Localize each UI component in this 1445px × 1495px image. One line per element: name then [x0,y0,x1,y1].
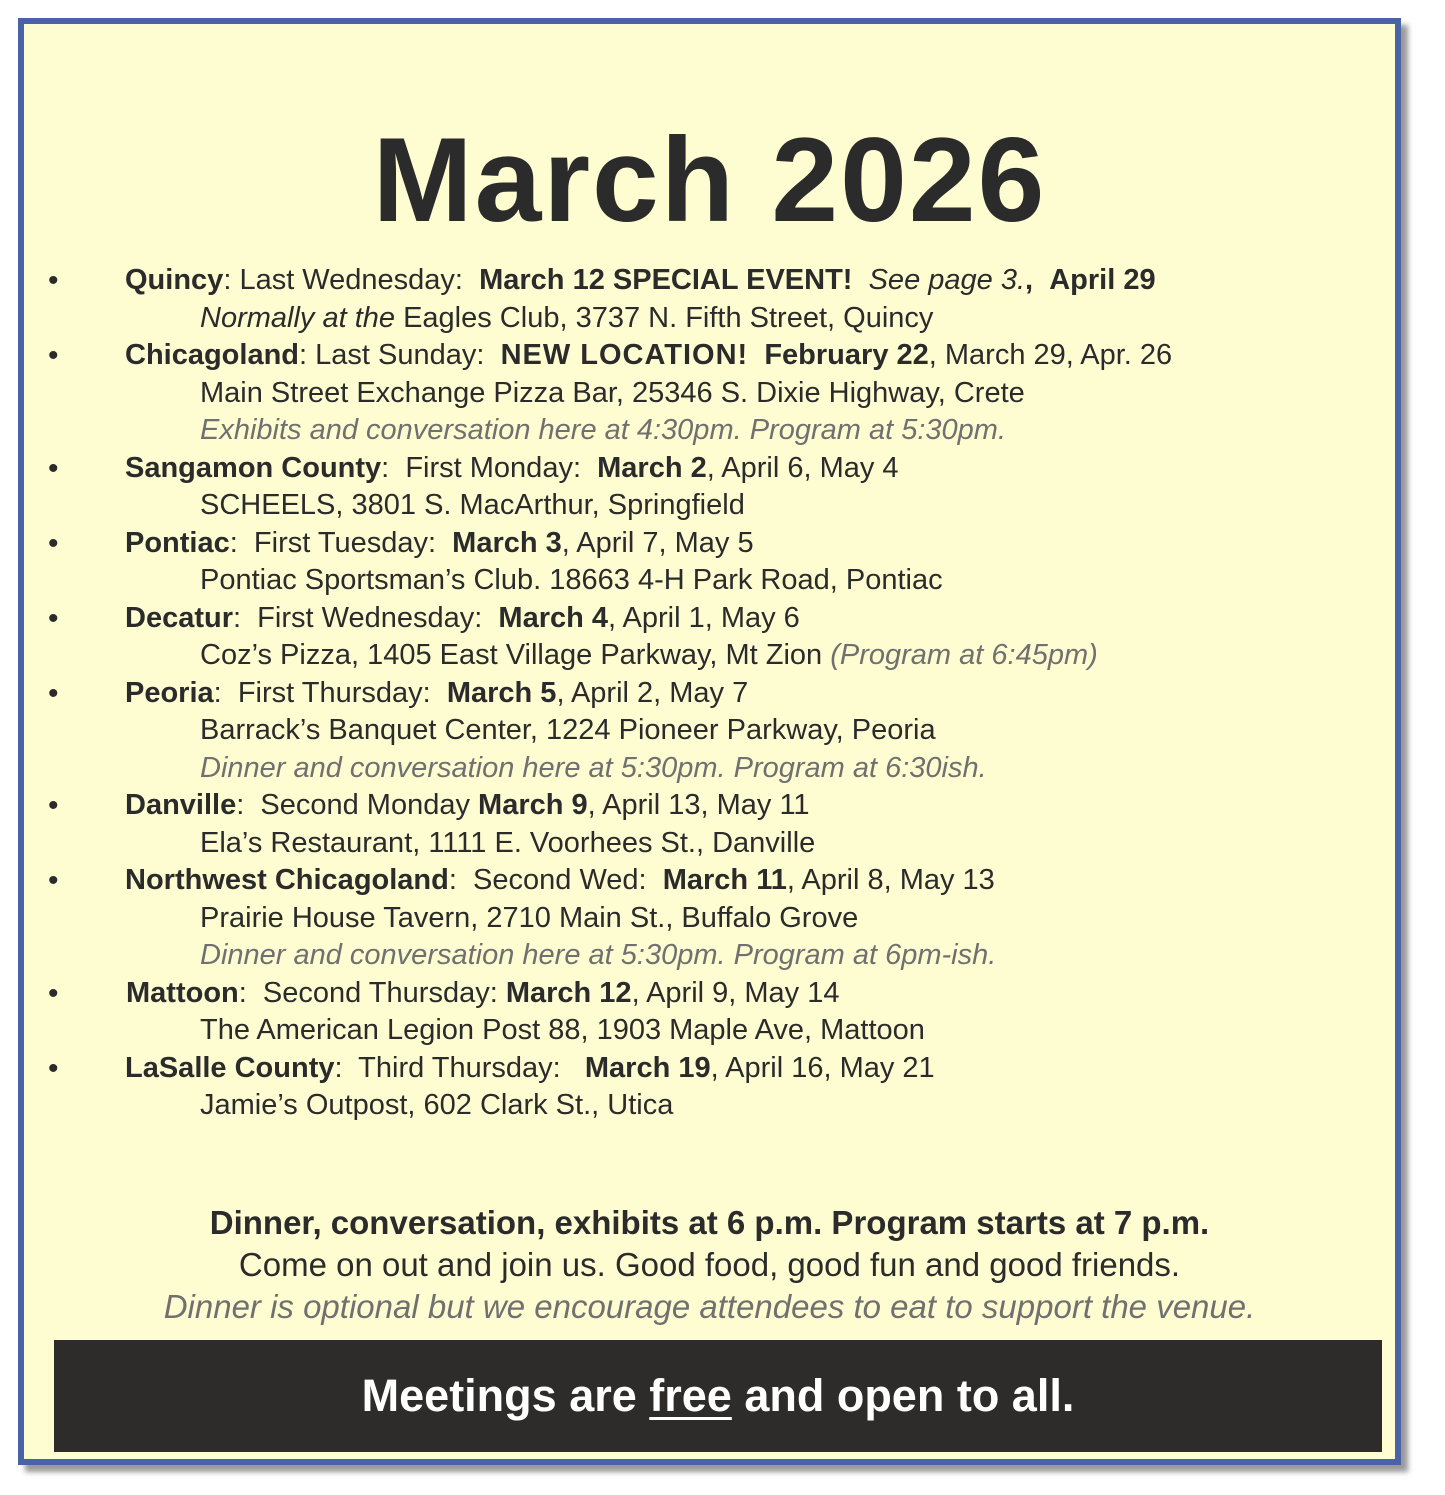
meeting-line: Chicagoland: Last Sunday: NEW LOCATION! February 22, March 29, Apr. 26 [125,339,1173,371]
venue-line: Pontiac Sportsman’s Club. 18663 4-H Park Road, Pontiac [200,564,943,596]
meeting-line: Northwest Chicagoland: Second Wed: March 11, April 8, May 13 [125,864,995,896]
list-item-pontiac [24,525,1395,600]
venue-line [24,300,1395,338]
footer-info [24,1202,1395,1328]
highlight-date: March 2 [597,451,707,484]
meeting-line: Decatur: First Wednesday: March 4, April 1, May 6 [125,601,800,634]
list-item-decatur [24,600,1395,675]
venue-line: The American Legion Post 88, 1903 Maple Ave, Mattoon [200,1014,925,1046]
highlight-date: March 12 SPECIAL EVENT! [479,264,853,296]
list-item-quincy [24,262,1395,337]
highlight-date: March 4 [498,601,609,634]
page-title: March 2026 [372,113,1047,247]
list-item-chicagoland [24,337,1395,450]
new-location-notice: NEW LOCATION! [500,339,749,371]
bullet-icon: • [48,451,59,485]
schedule-text: Third Thursday: [358,1051,561,1084]
meeting-line: Mattoon: Second Thursday: March 12, April 9, May 14 [126,976,840,1009]
other-dates: , April 16, May 21 [710,1051,935,1084]
venue-prefix: Normally at the [200,301,396,334]
banner-text-before: Meetings are [361,1370,650,1421]
other-dates: , April 8, May 13 [786,864,995,896]
location-name: Decatur [125,601,233,634]
location-name: Peoria [125,676,214,709]
location-name: Pontiac [125,526,230,559]
venue-line: SCHEELS, 3801 S. MacArthur, Springfield [200,489,745,521]
other-dates: , April 9, May 14 [631,976,840,1009]
location-name: Mattoon [126,976,239,1009]
bullet-icon: • [48,976,59,1010]
venue-line: Barrack’s Banquet Center, 1224 Pioneer Parkway, Peoria [200,714,936,746]
venue-note: Dinner and conversation here at 5:30pm. Program at 6pm-ish. [200,939,997,971]
schedule-text: Second Wed: [473,864,647,896]
highlight-date: February 22 [764,339,929,371]
venue-line: Ela’s Restaurant, 1111 E. Voorhees St., Danville [200,826,816,859]
other-dates: , April 7, May 5 [561,526,754,559]
program-time-note: (Program at 6:45pm) [830,639,1098,671]
bullet-icon: • [48,339,59,372]
schedule-text: Second Thursday: [262,976,498,1009]
venue-line: Prairie House Tavern, 2710 Main St., Buffalo Grove [200,901,859,934]
other-dates: , April 13, May 11 [587,789,810,821]
location-name: Chicagoland [125,339,300,371]
location-name: Danville [125,789,237,821]
meeting-schedule-card [18,18,1401,1465]
venue-text: Coz’s Pizza, 1405 East Village Parkway, Mt Zion [200,639,823,671]
highlight-date: March 9 [478,789,588,821]
venue-note: Dinner and conversation here at 5:30pm. Program at 6:30ish. [200,751,987,784]
bullet-icon: • [48,1051,59,1085]
bullet-icon: • [48,264,59,297]
meeting-line: Peoria: First Thursday: March 5, April 2, May 7 [125,676,749,709]
location-name: LaSalle County [125,1051,335,1084]
banner-text-after: and open to all. [731,1370,1075,1421]
list-item-mattoon [24,975,1395,1050]
bullet-icon: • [48,601,59,635]
meeting-line: Pontiac: First Tuesday: March 3, April 7, May 5 [125,526,754,559]
footer-times: Dinner, conversation, exhibits at 6 p.m. Program starts at 7 p.m. [209,1204,1210,1241]
location-name: Sangamon County [125,451,382,484]
list-item-northwest-chicagoland [24,862,1395,975]
bullet-icon: • [48,526,59,560]
schedule-text: Last Sunday: [315,339,485,371]
schedule-text: First Tuesday: [253,526,437,559]
meeting-line: Quincy: Last Wednesday: March 12 SPECIAL EVENT! See page 3., April 29 [125,264,1156,296]
schedule-text: Last Wednesday: [239,264,463,296]
list-item-peoria [24,675,1395,788]
highlight-date: March 11 [662,864,787,896]
free-meetings-banner [54,1340,1382,1452]
list-item-sangamon-county [24,450,1395,525]
location-name: Northwest Chicagoland [125,864,449,896]
highlight-date: March 3 [452,526,562,559]
banner-emphasis: free [649,1370,732,1421]
meeting-line: Danville: Second Monday March 9, April 13, May 11 [125,789,810,821]
location-name: Quincy [125,264,224,296]
footer-dinner-note: Dinner is optional but we encourage attendees to eat to support the venue. [163,1288,1256,1325]
meeting-line: LaSalle County: Third Thursday: March 19, April 16, May 21 [125,1051,935,1084]
venue-line [24,637,1395,675]
highlight-date: March 12 [505,976,632,1009]
venue-note: Exhibits and conversation here at 4:30pm. Program at 5:30pm. [200,414,1006,446]
meeting-list [24,262,1395,1125]
venue-line: Jamie’s Outpost, 602 Clark St., Utica [200,1089,674,1121]
schedule-text: Second Monday [260,789,470,821]
schedule-text: First Monday: [405,451,582,484]
list-item-danville [24,787,1395,862]
schedule-text: First Wednesday: [257,601,483,634]
bullet-icon: • [48,864,59,897]
footer-invite: Come on out and join us. Good food, good fun and good friends. [238,1246,1181,1283]
page-reference: See page 3. [868,264,1026,296]
highlight-date-2: April 29 [1049,264,1156,296]
date-separator: , [1025,264,1034,296]
venue-line: Main Street Exchange Pizza Bar, 25346 S. Dixie Highway, Crete [200,376,1025,409]
other-dates: , March 29, Apr. 26 [928,339,1173,371]
highlight-date: March 19 [584,1051,711,1084]
list-item-lasalle-county [24,1050,1395,1125]
bullet-icon: • [48,789,59,822]
venue-text: Eagles Club, 3737 N. Fifth Street, Quincy [403,301,934,334]
other-dates: , April 1, May 6 [608,601,800,634]
other-dates: , April 6, May 4 [706,451,899,484]
highlight-date: March 5 [446,676,557,709]
meeting-line: Sangamon County: First Monday: March 2, April 6, May 4 [125,451,899,484]
bullet-icon: • [48,676,59,710]
other-dates: , April 2, May 7 [556,676,749,709]
schedule-text: First Thursday: [237,676,431,709]
